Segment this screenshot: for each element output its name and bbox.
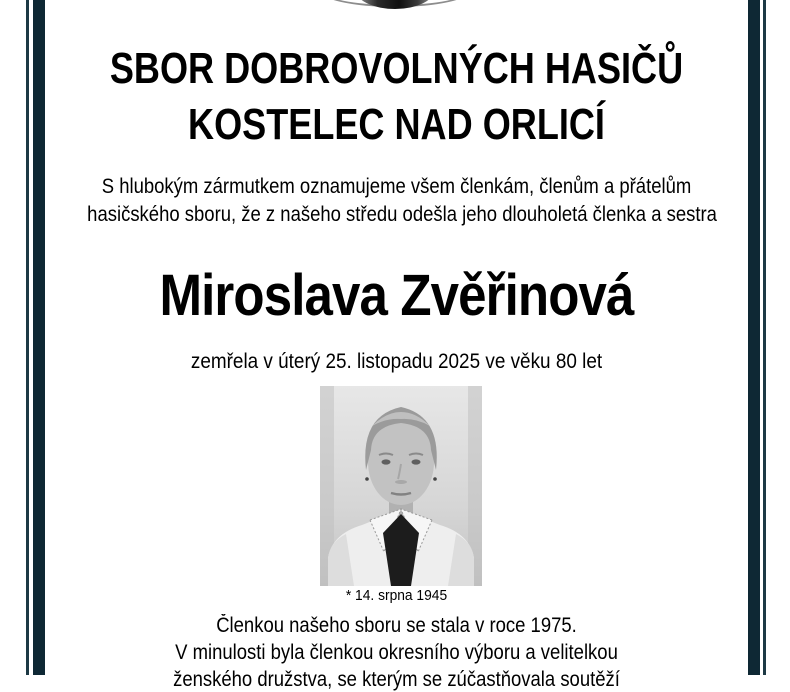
history-line: V minulosti byla členkou okresního výboru a velitelkou bbox=[175, 641, 618, 664]
left-frame-thick-line bbox=[33, 0, 45, 675]
deceased-name: Miroslava Zvěřinová bbox=[159, 263, 634, 328]
birth-date-caption: * 14. srpna 1945 bbox=[345, 587, 448, 604]
announcement-line1: S hlubokým zármutkem oznamujeme všem členkám, členům a přátelům bbox=[101, 175, 692, 198]
right-eye bbox=[412, 459, 421, 464]
nose-shadow bbox=[395, 480, 407, 484]
left-earring bbox=[365, 477, 369, 481]
death-date-line: zemřela v úterý 25. listopadu 2025 ve věku 80 let bbox=[190, 349, 603, 373]
emblem-fragment-clip bbox=[0, 0, 790, 10]
organization-title-line2: KOSTELEC NAD ORLICÍ bbox=[188, 100, 605, 149]
membership-line: Členkou našeho sboru se stala v roce 1975. bbox=[216, 614, 577, 637]
left-eye bbox=[382, 459, 391, 464]
portrait-photo-graphic bbox=[320, 386, 482, 586]
announcement-line2: hasičského sboru, že z našeho středu odešla jeho dlouholetá členka a sestra bbox=[87, 203, 717, 226]
left-frame-thin-line bbox=[26, 0, 29, 675]
organization-title-line1: SBOR DOBROVOLNÝCH HASIČŮ bbox=[109, 44, 684, 93]
right-frame-thick-line bbox=[748, 0, 760, 675]
portrait-photo bbox=[320, 386, 482, 586]
right-earring bbox=[433, 477, 437, 481]
right-frame-thin-line bbox=[763, 0, 766, 675]
history-line-clipped: ženského družstva, se kterým se zúčastňovala soutěží bbox=[173, 668, 620, 691]
